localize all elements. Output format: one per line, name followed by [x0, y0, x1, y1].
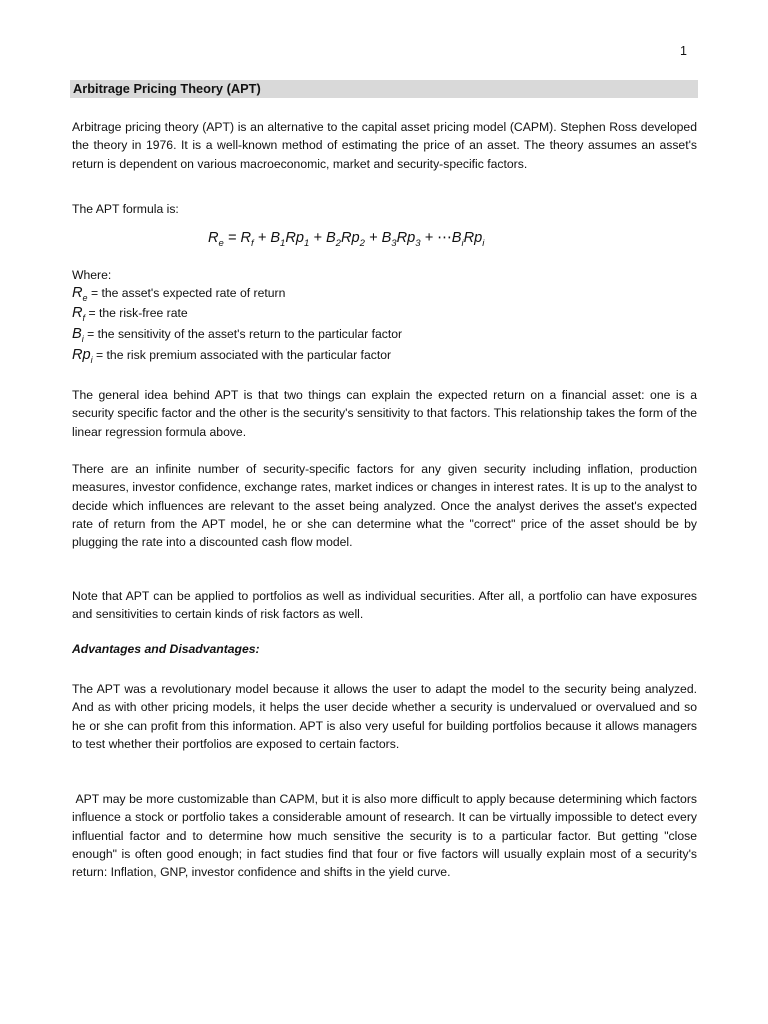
body-paragraph: Note that APT can be applied to portfolios as well as individual securities. After all, a portfolio can have exposures and sensitivities to certain kinds of risk factors as well. — [72, 589, 697, 622]
formula-intro: The APT formula is: — [72, 202, 179, 216]
subheading: Advantages and Disadvantages: — [72, 642, 260, 656]
definition-item: $R_f$ = the risk-free rate — [72, 305, 188, 323]
apt-formula: $R_e = R_f + B_1Rp_1 + B_2Rp_2 + B_3Rp_3$ + $\cdots B_iRp_i$ — [208, 230, 485, 249]
page-number: 1 — [680, 44, 687, 58]
definition-item: $Rp_i$ = the risk premium associated with the particular factor — [72, 347, 392, 365]
where-label: Where: — [72, 268, 112, 282]
body-paragraph: There are an infinite number of security-specific factors for any given security including inflation, production measures, investor confidence, exchange rates, market indices or changes in interest rates. It is up to the analyst to decide which influences are relevant to the asset being analyzed. Once the analyst derives the asset's expected rate of return from the APT model, he or she can determine what the "correct" price of the asset should be by plugging the rate into a discounted cash flow model. — [72, 462, 697, 550]
definition-item: $B_i$ = the sensitivity of the asset's return to the particular factor — [72, 326, 403, 344]
body-paragraph: APT may be more customizable than CAPM, but it is also more difficult to apply because determining which factors influence a stock or portfolio takes a considerable amount of research. It can be virtually impossible to detect every influential factor and to determine how much sensitive the security is to a particular factor. But getting "close enough" is often good enough; in fact studies find that four or five factors will usually explain most of a security's return: Inflation, GNP, investor confidence and shifts in the yield curve. — [72, 792, 701, 880]
body-paragraph: The general idea behind APT is that two things can explain the expected return on a financial asset: one is a security specific factor and the other is the security's sensitivity to that factors. This relationship takes the form of the linear regression formula above. — [72, 388, 697, 439]
section-title: Arbitrage Pricing Theory (APT) — [73, 81, 261, 96]
definition-item: $R_e$ = the asset's expected rate of return — [72, 285, 286, 303]
body-paragraph: The APT was a revolutionary model because it allows the user to adapt the model to the security being analyzed. And as with other pricing models, it helps the user decide whether a security is undervalued or overvalued and so he or she can profit from this information. APT is also very useful for building portfolios because it allows managers to test whether their portfolios are exposed to certain factors. — [72, 682, 697, 751]
intro-paragraph: Arbitrage pricing theory (APT) is an alternative to the capital asset pricing model (CAPM). Stephen Ross developed the theory in 1976. It is a well-known method of estimating the price of an asset. The theory assumes an asset's return is dependent on various macroeconomic, market and security-specific factors. — [72, 120, 697, 171]
